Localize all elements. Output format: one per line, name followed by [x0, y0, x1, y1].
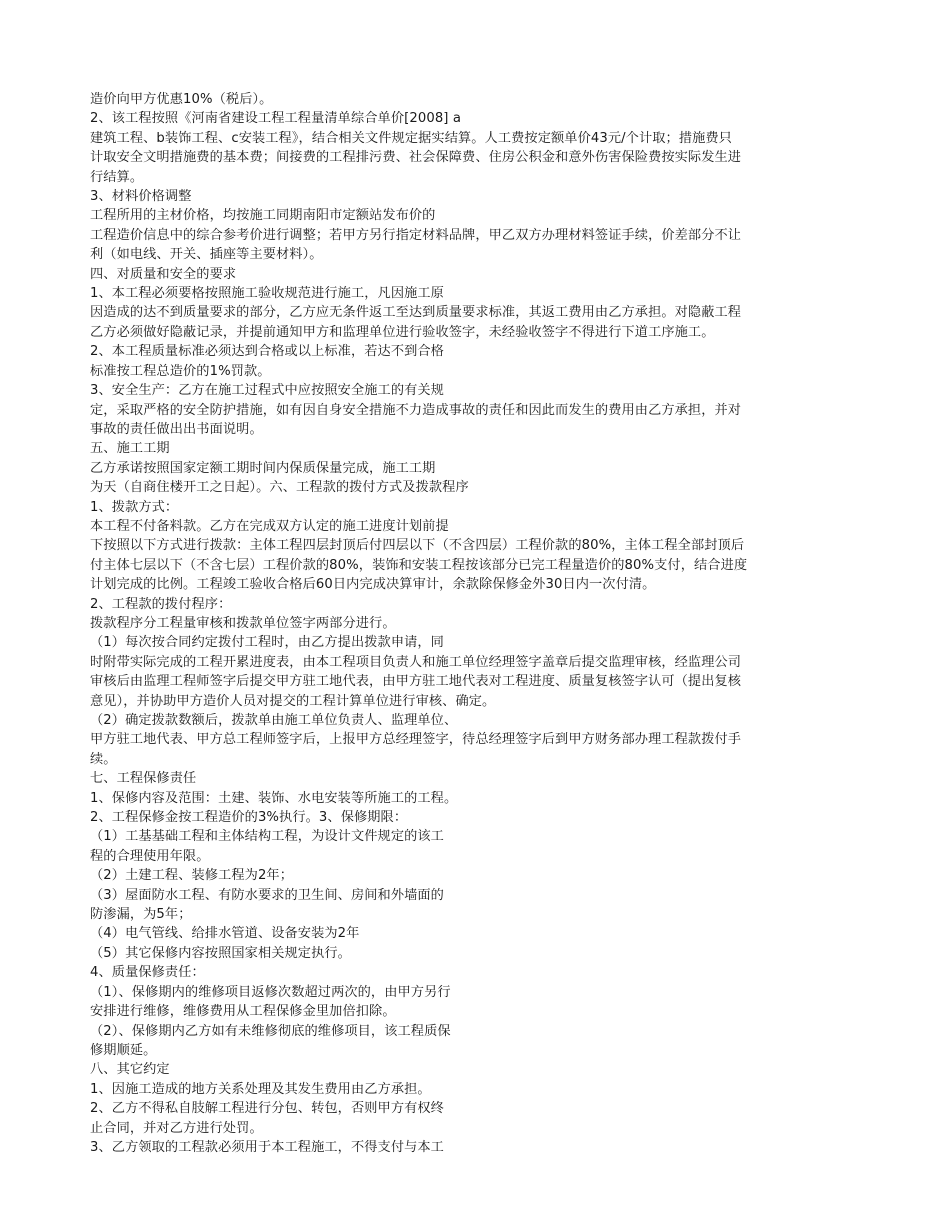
text-line: （1）工基基础工程和主体结构工程，为设计文件规定的该工: [90, 829, 444, 845]
text-line: 1、保修内容及范围：土建、装饰、水电安装等所施工的工程。: [90, 790, 458, 806]
text-line: 时附带实际完成的工程开累进度表，由本工程项目负责人和施工单位经理签字盖章后提交监理审核，经监理公司: [90, 654, 742, 670]
text-line: 标准按工程总造价的1%罚款。: [90, 363, 271, 379]
text-line: （2）土建工程、装修工程为2年；: [90, 868, 294, 884]
text-line: 下按照以下方式进行拨款：主体工程四层封顶后付四层以下（不含四层）工程价款的80%，主体工程全部封顶后: [90, 538, 745, 554]
text-line: 工程所用的主材价格，均按施工同期南阳市定额站发布价的: [90, 208, 436, 224]
text-line: 止合同，并对乙方进行处罚。: [90, 1120, 263, 1136]
text-line: 四、对质量和安全的要求: [90, 266, 237, 282]
text-line: 建筑工程、b装饰工程、c安装工程》，结合相关文件规定据实结算。人工费按定额单价43元/个计取；措施费只: [90, 130, 732, 146]
text-line: 2、乙方不得私自肢解工程进行分包、转包，否则甲方有权终: [90, 1101, 444, 1117]
text-line: 2、工程款的拨付程序：: [90, 596, 232, 612]
text-line: 拨款程序分工程量审核和拨款单位签字两部分进行。: [90, 615, 396, 631]
text-line: 安排进行维修，维修费用从工程保修金里加倍扣除。: [90, 1004, 396, 1020]
text-line: （2）确定拨款数额后，拨款单由施工单位负责人、监理单位、: [90, 713, 458, 728]
text-line: 意见），并协助甲方造价人员对提交的工程计算单位进行审核、确定。: [90, 693, 496, 709]
text-line: 3、材料价格调整: [90, 189, 192, 205]
text-line: 付主体七层以下（不含七层）工程价款的80%，装饰和安装工程按该部分已完工程量造价的80%支付，结合进度: [90, 557, 748, 573]
text-line: 定，采取严格的安全防护措施，如有因自身安全措施不力造成事故的责任和因此而发生的费用由乙方承担，并对: [90, 402, 742, 418]
text-line: 计取安全文明措施费的基本费；间接费的工程排污费、社会保障费、住房公积金和意外伤害保险费按实际发生进: [90, 150, 742, 166]
text-line: 乙方承诺按照国家定额工期时间内保质保量完成，施工工期: [90, 460, 436, 476]
text-line: （2）、保修期内乙方如有未维修彻底的维修项目，该工程质保: [90, 1023, 451, 1039]
text-line: 2、该工程按照《河南省建设工程工程量清单综合单价[2008] a: [90, 111, 462, 127]
text-line: （1）每次按合同约定拨付工程时，由乙方提出拨款申请，同: [90, 635, 444, 651]
text-line: 3、乙方领取的工程款必须用于本工程施工，不得支付与本工: [90, 1139, 444, 1155]
text-line: 因造成的达不到质量要求的部分，乙方应无条件返工至达到质量要求标准，其返工费用由乙方承担。对隐蔽工程: [90, 305, 742, 321]
text-line: 1、拨款方式：: [90, 499, 179, 515]
text-line: 为天（自商住楼开工之日起）。六、工程款的拨付方式及拨款程序: [90, 480, 469, 496]
text-line: 程的合理使用年限。: [90, 848, 210, 864]
document-body: [90, 90, 860, 1157]
text-line: 工程造价信息中的综合参考价进行调整；若甲方另行指定材料品牌，甲乙双方办理材料签证手续，价差部分不让: [90, 227, 742, 243]
text-line: 计划完成的比例。工程竣工验收合格后60日内完成决算审计，余款除保修金外30日内一次付清。: [90, 577, 656, 593]
text-line: 事故的责任做出出书面说明。: [90, 421, 263, 437]
text-line: 利（如电线、开关、插座等主要材料）。: [90, 247, 323, 263]
text-line: 修期顺延。: [90, 1042, 157, 1058]
text-line: 八、其它约定: [90, 1062, 170, 1078]
text-line: 防渗漏，为5年；: [90, 907, 192, 923]
text-line: 1、因施工造成的地方关系处理及其发生费用由乙方承担。: [90, 1081, 431, 1097]
text-line: （5）其它保修内容按照国家相关规定执行。: [90, 945, 351, 961]
text-line: 续。: [90, 751, 117, 767]
text-line: 七、工程保修责任: [90, 771, 197, 787]
text-line: 造价向甲方优惠10%（税后）。: [90, 92, 273, 107]
text-line: 行结算。: [90, 169, 144, 185]
text-line: （3）屋面防水工程、有防水要求的卫生间、房间和外墙面的: [90, 887, 444, 903]
text-line: 1、本工程必须要格按照施工验收规范进行施工，凡因施工原: [90, 286, 444, 302]
text-line: 本工程不付备料款。乙方在完成双方认定的施工进度计划前提: [90, 518, 449, 534]
text-line: 五、施工工期: [90, 441, 170, 457]
text-line: （4）电气管线、给排水管道、设备安装为2年: [90, 926, 360, 942]
text-line: 乙方必须做好隐蔽记录，并提前通知甲方和监理单位进行验收签字，未经验收签字不得进行下道工序施工。: [90, 324, 715, 340]
text-line: 3、安全生产：乙方在施工过程式中应按照安全施工的有关规: [90, 383, 444, 399]
text-line: 审核后由监理工程师签字后提交甲方驻工地代表，由甲方驻工地代表对工程进度、质量复核签字认可（提出复核: [90, 674, 742, 690]
text-line: 2、工程保修金按工程造价的3%执行。3、保修期限：: [90, 810, 408, 826]
text-line: 4、质量保修责任：: [90, 965, 205, 981]
text-line: 2、本工程质量标准必须达到合格或以上标准，若达不到合格: [90, 344, 444, 360]
text-line: 甲方驻工地代表、甲方总工程师签字后，上报甲方总经理签字，待总经理签字后到甲方财务部办理工程款拨付手: [90, 732, 742, 748]
text-line: （1）、保修期内的维修项目返修次数超过两次的，由甲方另行: [90, 984, 451, 1000]
